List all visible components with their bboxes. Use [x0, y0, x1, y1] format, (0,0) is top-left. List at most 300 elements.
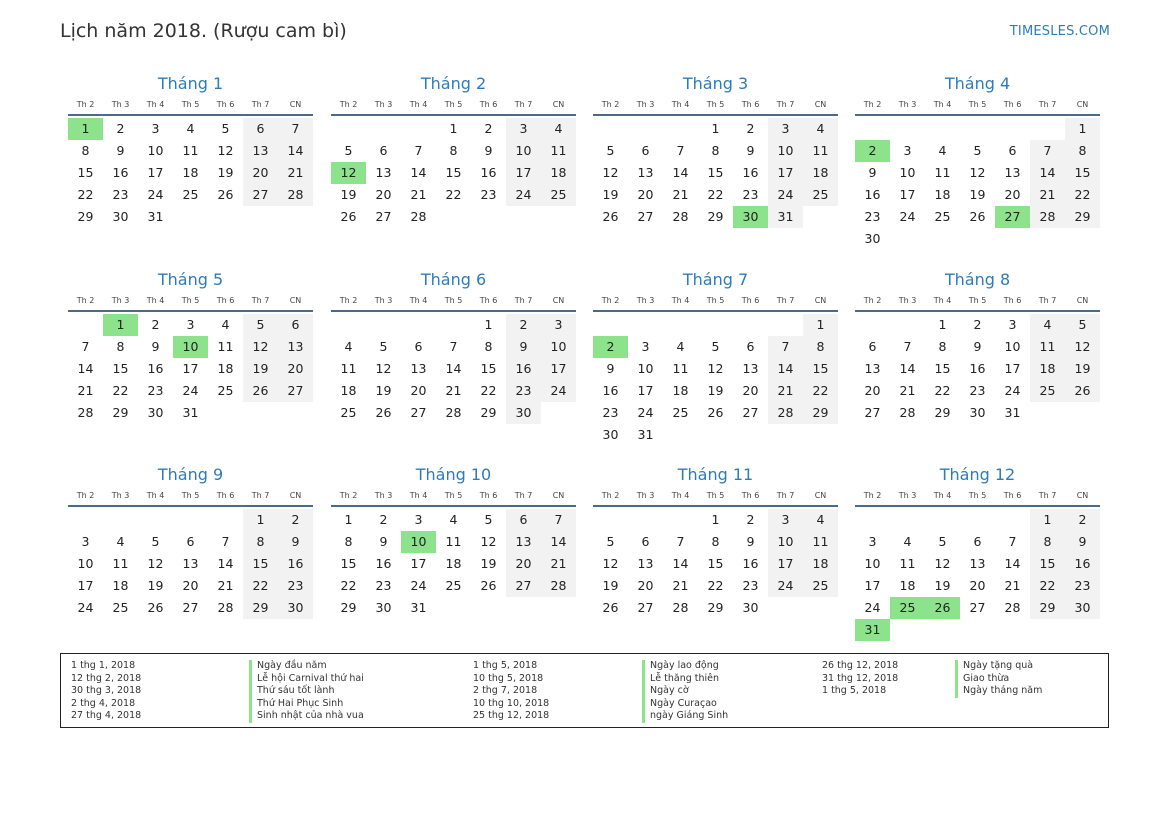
day-cell[interactable]: 7	[1030, 140, 1065, 162]
day-cell[interactable]: 5	[221, 121, 230, 136]
day-cell[interactable]: 20	[969, 578, 986, 593]
day-cell[interactable]: 31	[1004, 405, 1021, 420]
day-cell[interactable]: 24	[899, 209, 916, 224]
day-cell[interactable]: 26	[969, 209, 986, 224]
day-cell[interactable]: 23	[147, 383, 164, 398]
day-cell[interactable]: 18	[541, 162, 576, 184]
day-cell[interactable]: 27	[243, 184, 278, 206]
day-cell[interactable]: 19	[707, 383, 724, 398]
day-cell[interactable]: 6	[414, 339, 423, 354]
day-cell[interactable]: 21	[541, 553, 576, 575]
day-cell[interactable]: 13	[742, 361, 759, 376]
day-cell[interactable]: 28	[445, 405, 462, 420]
day-cell[interactable]: 29	[243, 597, 278, 619]
day-cell[interactable]: 24	[506, 184, 541, 206]
day-cell[interactable]: 18	[340, 383, 357, 398]
day-cell[interactable]: 24	[182, 383, 199, 398]
day-cell[interactable]: 12	[375, 361, 392, 376]
day-cell[interactable]: 12	[331, 162, 366, 184]
day-cell[interactable]: 17	[541, 358, 576, 380]
day-cell[interactable]: 23	[480, 187, 497, 202]
day-cell[interactable]: 27	[410, 405, 427, 420]
day-cell[interactable]: 17	[768, 553, 803, 575]
day-cell[interactable]: 19	[480, 556, 497, 571]
day-cell[interactable]: 16	[742, 165, 759, 180]
day-cell[interactable]: 26	[602, 600, 619, 615]
day-cell[interactable]: 18	[112, 578, 129, 593]
day-cell[interactable]: 10	[1004, 339, 1021, 354]
day-cell[interactable]: 22	[480, 383, 497, 398]
day-cell[interactable]: 12	[934, 556, 951, 571]
day-cell[interactable]: 28	[541, 575, 576, 597]
day-cell[interactable]: 22	[243, 575, 278, 597]
day-cell[interactable]: 14	[672, 556, 689, 571]
day-cell[interactable]: 16	[742, 556, 759, 571]
day-cell[interactable]: 2	[151, 317, 160, 332]
day-cell[interactable]: 25	[934, 209, 951, 224]
day-cell[interactable]: 18	[182, 165, 199, 180]
day-cell[interactable]: 10	[541, 336, 576, 358]
day-cell[interactable]: 22	[803, 380, 838, 402]
day-cell[interactable]: 29	[340, 600, 357, 615]
day-cell[interactable]: 6	[278, 314, 313, 336]
day-cell[interactable]: 22	[934, 383, 951, 398]
day-cell[interactable]: 10	[768, 140, 803, 162]
day-cell[interactable]: 21	[217, 578, 234, 593]
day-cell[interactable]: 28	[217, 600, 234, 615]
day-cell[interactable]: 18	[217, 361, 234, 376]
day-cell[interactable]: 19	[602, 578, 619, 593]
day-cell[interactable]: 24	[147, 187, 164, 202]
day-cell[interactable]: 30	[1065, 597, 1100, 619]
day-cell[interactable]: 14	[672, 165, 689, 180]
day-cell[interactable]: 2	[1065, 509, 1100, 531]
day-cell[interactable]: 3	[186, 317, 195, 332]
day-cell[interactable]: 28	[1030, 206, 1065, 228]
day-cell[interactable]: 12	[1065, 336, 1100, 358]
day-cell[interactable]: 3	[81, 534, 90, 549]
day-cell[interactable]: 5	[379, 339, 388, 354]
day-cell[interactable]: 1	[344, 512, 353, 527]
day-cell[interactable]: 28	[899, 405, 916, 420]
day-cell[interactable]: 28	[1004, 600, 1021, 615]
day-cell[interactable]: 30	[602, 427, 619, 442]
day-cell[interactable]: 17	[637, 383, 654, 398]
day-cell[interactable]: 16	[969, 361, 986, 376]
day-cell[interactable]: 20	[742, 383, 759, 398]
day-cell[interactable]: 26	[243, 380, 278, 402]
day-cell[interactable]: 25	[803, 184, 838, 206]
day-cell[interactable]: 8	[116, 339, 125, 354]
day-cell[interactable]: 21	[672, 578, 689, 593]
day-cell[interactable]: 21	[899, 383, 916, 398]
day-cell[interactable]: 6	[379, 143, 388, 158]
day-cell[interactable]: 26	[375, 405, 392, 420]
day-cell[interactable]: 8	[938, 339, 947, 354]
day-cell[interactable]: 30	[733, 206, 768, 228]
day-cell[interactable]: 7	[1008, 534, 1017, 549]
day-cell[interactable]: 22	[112, 383, 129, 398]
day-cell[interactable]: 23	[742, 187, 759, 202]
day-cell[interactable]: 12	[243, 336, 278, 358]
day-cell[interactable]: 5	[973, 143, 982, 158]
day-cell[interactable]: 2	[506, 314, 541, 336]
day-cell[interactable]: 8	[711, 534, 720, 549]
day-cell[interactable]: 14	[278, 140, 313, 162]
day-cell[interactable]: 7	[768, 336, 803, 358]
day-cell[interactable]: 7	[278, 118, 313, 140]
day-cell[interactable]: 23	[506, 380, 541, 402]
day-cell[interactable]: 23	[375, 578, 392, 593]
day-cell[interactable]: 30	[375, 600, 392, 615]
day-cell[interactable]: 25	[340, 405, 357, 420]
day-cell[interactable]: 2	[593, 336, 628, 358]
day-cell[interactable]: 1	[484, 317, 493, 332]
day-cell[interactable]: 24	[1004, 383, 1021, 398]
day-cell[interactable]: 15	[243, 553, 278, 575]
day-cell[interactable]: 11	[1030, 336, 1065, 358]
day-cell[interactable]: 14	[217, 556, 234, 571]
day-cell[interactable]: 16	[506, 358, 541, 380]
day-cell[interactable]: 9	[379, 534, 388, 549]
day-cell[interactable]: 18	[445, 556, 462, 571]
day-cell[interactable]: 26	[602, 209, 619, 224]
day-cell[interactable]: 31	[855, 619, 890, 641]
day-cell[interactable]: 27	[506, 575, 541, 597]
day-cell[interactable]: 21	[278, 162, 313, 184]
day-cell[interactable]: 7	[541, 509, 576, 531]
day-cell[interactable]: 11	[182, 143, 199, 158]
day-cell[interactable]: 3	[1008, 317, 1017, 332]
day-cell[interactable]: 12	[707, 361, 724, 376]
day-cell[interactable]: 4	[1030, 314, 1065, 336]
day-cell[interactable]: 5	[484, 512, 493, 527]
day-cell[interactable]: 20	[182, 578, 199, 593]
day-cell[interactable]: 3	[641, 339, 650, 354]
day-cell[interactable]: 21	[410, 187, 427, 202]
day-cell[interactable]: 20	[375, 187, 392, 202]
day-cell[interactable]: 27	[864, 405, 881, 420]
day-cell[interactable]: 6	[641, 534, 650, 549]
day-cell[interactable]: 15	[1030, 553, 1065, 575]
site-link[interactable]: TIMESLES.COM	[1009, 24, 1110, 39]
day-cell[interactable]: 19	[217, 165, 234, 180]
day-cell[interactable]: 9	[606, 361, 615, 376]
day-cell[interactable]: 30	[506, 402, 541, 424]
day-cell[interactable]: 22	[340, 578, 357, 593]
day-cell[interactable]: 3	[506, 118, 541, 140]
day-cell[interactable]: 24	[77, 600, 94, 615]
day-cell[interactable]: 27	[375, 209, 392, 224]
day-cell[interactable]: 15	[480, 361, 497, 376]
day-cell[interactable]: 9	[1065, 531, 1100, 553]
day-cell[interactable]: 26	[217, 187, 234, 202]
day-cell[interactable]: 29	[1030, 597, 1065, 619]
day-cell[interactable]: 24	[410, 578, 427, 593]
day-cell[interactable]: 14	[445, 361, 462, 376]
day-cell[interactable]: 25	[112, 600, 129, 615]
day-cell[interactable]: 24	[768, 575, 803, 597]
day-cell[interactable]: 11	[803, 531, 838, 553]
day-cell[interactable]: 8	[803, 336, 838, 358]
day-cell[interactable]: 8	[1065, 140, 1100, 162]
day-cell[interactable]: 15	[445, 165, 462, 180]
day-cell[interactable]: 21	[1004, 578, 1021, 593]
day-cell[interactable]: 17	[864, 578, 881, 593]
day-cell[interactable]: 24	[768, 184, 803, 206]
day-cell[interactable]: 3	[414, 512, 423, 527]
day-cell[interactable]: 4	[541, 118, 576, 140]
day-cell[interactable]: 6	[746, 339, 755, 354]
day-cell[interactable]: 19	[1065, 358, 1100, 380]
day-cell[interactable]: 7	[676, 143, 685, 158]
day-cell[interactable]: 3	[541, 314, 576, 336]
day-cell[interactable]: 25	[445, 578, 462, 593]
day-cell[interactable]: 11	[112, 556, 129, 571]
day-cell[interactable]: 14	[1004, 556, 1021, 571]
day-cell[interactable]: 4	[803, 118, 838, 140]
day-cell[interactable]: 16	[147, 361, 164, 376]
day-cell[interactable]: 27	[182, 600, 199, 615]
day-cell[interactable]: 6	[973, 534, 982, 549]
day-cell[interactable]: 16	[112, 165, 129, 180]
day-cell[interactable]: 5	[243, 314, 278, 336]
day-cell[interactable]: 6	[641, 143, 650, 158]
day-cell[interactable]: 10	[147, 143, 164, 158]
day-cell[interactable]: 26	[340, 209, 357, 224]
day-cell[interactable]: 8	[449, 143, 458, 158]
day-cell[interactable]: 9	[746, 143, 755, 158]
day-cell[interactable]: 7	[903, 339, 912, 354]
day-cell[interactable]: 20	[410, 383, 427, 398]
day-cell[interactable]: 4	[803, 509, 838, 531]
day-cell[interactable]: 5	[938, 534, 947, 549]
day-cell[interactable]: 4	[449, 512, 458, 527]
day-cell[interactable]: 5	[151, 534, 160, 549]
day-cell[interactable]: 13	[243, 140, 278, 162]
day-cell[interactable]: 23	[742, 578, 759, 593]
day-cell[interactable]: 27	[637, 209, 654, 224]
day-cell[interactable]: 28	[77, 405, 94, 420]
day-cell[interactable]: 14	[768, 358, 803, 380]
day-cell[interactable]: 11	[340, 361, 357, 376]
day-cell[interactable]: 21	[1030, 184, 1065, 206]
day-cell[interactable]: 30	[147, 405, 164, 420]
day-cell[interactable]: 25	[217, 383, 234, 398]
day-cell[interactable]: 18	[1030, 358, 1065, 380]
day-cell[interactable]: 15	[707, 556, 724, 571]
day-cell[interactable]: 5	[606, 534, 615, 549]
day-cell[interactable]: 31	[768, 206, 803, 228]
day-cell[interactable]: 11	[445, 534, 462, 549]
day-cell[interactable]: 21	[768, 380, 803, 402]
day-cell[interactable]: 10	[864, 556, 881, 571]
day-cell[interactable]: 14	[541, 531, 576, 553]
day-cell[interactable]: 26	[147, 600, 164, 615]
day-cell[interactable]: 9	[973, 339, 982, 354]
day-cell[interactable]: 12	[602, 165, 619, 180]
day-cell[interactable]: 1	[711, 121, 720, 136]
day-cell[interactable]: 9	[868, 165, 877, 180]
day-cell[interactable]: 16	[864, 187, 881, 202]
day-cell[interactable]: 29	[77, 209, 94, 224]
day-cell[interactable]: 9	[151, 339, 160, 354]
day-cell[interactable]: 18	[803, 553, 838, 575]
day-cell[interactable]: 17	[182, 361, 199, 376]
day-cell[interactable]: 13	[182, 556, 199, 571]
day-cell[interactable]: 12	[602, 556, 619, 571]
day-cell[interactable]: 13	[278, 336, 313, 358]
day-cell[interactable]: 21	[672, 187, 689, 202]
day-cell[interactable]: 22	[707, 187, 724, 202]
day-cell[interactable]: 4	[221, 317, 230, 332]
day-cell[interactable]: 7	[221, 534, 230, 549]
day-cell[interactable]: 1	[711, 512, 720, 527]
day-cell[interactable]: 6	[1008, 143, 1017, 158]
day-cell[interactable]: 11	[672, 361, 689, 376]
day-cell[interactable]: 29	[707, 209, 724, 224]
day-cell[interactable]: 8	[711, 143, 720, 158]
day-cell[interactable]: 28	[672, 600, 689, 615]
day-cell[interactable]: 9	[116, 143, 125, 158]
day-cell[interactable]: 17	[899, 187, 916, 202]
day-cell[interactable]: 8	[243, 531, 278, 553]
day-cell[interactable]: 30	[278, 597, 313, 619]
day-cell[interactable]: 7	[81, 339, 90, 354]
day-cell[interactable]: 22	[1030, 575, 1065, 597]
day-cell[interactable]: 13	[969, 556, 986, 571]
day-cell[interactable]: 23	[602, 405, 619, 420]
day-cell[interactable]: 5	[711, 339, 720, 354]
day-cell[interactable]: 9	[484, 143, 493, 158]
day-cell[interactable]: 2	[278, 509, 313, 531]
day-cell[interactable]: 4	[186, 121, 195, 136]
day-cell[interactable]: 15	[1065, 162, 1100, 184]
day-cell[interactable]: 17	[506, 162, 541, 184]
day-cell[interactable]: 6	[506, 509, 541, 531]
day-cell[interactable]: 30	[864, 231, 881, 246]
day-cell[interactable]: 13	[375, 165, 392, 180]
day-cell[interactable]: 2	[379, 512, 388, 527]
day-cell[interactable]: 30	[969, 405, 986, 420]
day-cell[interactable]: 18	[672, 383, 689, 398]
day-cell[interactable]: 20	[278, 358, 313, 380]
day-cell[interactable]: 11	[803, 140, 838, 162]
day-cell[interactable]: 26	[707, 405, 724, 420]
day-cell[interactable]: 21	[445, 383, 462, 398]
day-cell[interactable]: 14	[899, 361, 916, 376]
day-cell[interactable]: 27	[969, 600, 986, 615]
day-cell[interactable]: 29	[480, 405, 497, 420]
day-cell[interactable]: 31	[410, 600, 427, 615]
day-cell[interactable]: 11	[934, 165, 951, 180]
day-cell[interactable]: 13	[864, 361, 881, 376]
day-cell[interactable]: 19	[969, 187, 986, 202]
day-cell[interactable]: 13	[1004, 165, 1021, 180]
day-cell[interactable]: 15	[340, 556, 357, 571]
day-cell[interactable]: 26	[925, 597, 960, 619]
day-cell[interactable]: 4	[344, 339, 353, 354]
day-cell[interactable]: 25	[803, 575, 838, 597]
day-cell[interactable]: 5	[1065, 314, 1100, 336]
day-cell[interactable]: 20	[506, 553, 541, 575]
day-cell[interactable]: 22	[77, 187, 94, 202]
day-cell[interactable]: 25	[1030, 380, 1065, 402]
day-cell[interactable]: 11	[217, 339, 234, 354]
day-cell[interactable]: 23	[278, 575, 313, 597]
day-cell[interactable]: 28	[278, 184, 313, 206]
day-cell[interactable]: 10	[173, 336, 208, 358]
day-cell[interactable]: 17	[410, 556, 427, 571]
day-cell[interactable]: 3	[768, 509, 803, 531]
day-cell[interactable]: 23	[864, 209, 881, 224]
day-cell[interactable]: 10	[768, 531, 803, 553]
day-cell[interactable]: 17	[768, 162, 803, 184]
day-cell[interactable]: 27	[278, 380, 313, 402]
day-cell[interactable]: 17	[1004, 361, 1021, 376]
day-cell[interactable]: 28	[410, 209, 427, 224]
day-cell[interactable]: 15	[112, 361, 129, 376]
day-cell[interactable]: 17	[77, 578, 94, 593]
day-cell[interactable]: 3	[768, 118, 803, 140]
day-cell[interactable]: 19	[243, 358, 278, 380]
day-cell[interactable]: 26	[480, 578, 497, 593]
day-cell[interactable]: 10	[77, 556, 94, 571]
day-cell[interactable]: 20	[637, 578, 654, 593]
day-cell[interactable]: 27	[637, 600, 654, 615]
day-cell[interactable]: 12	[147, 556, 164, 571]
day-cell[interactable]: 1	[103, 314, 138, 336]
day-cell[interactable]: 10	[401, 531, 436, 553]
day-cell[interactable]: 30	[742, 600, 759, 615]
day-cell[interactable]: 4	[116, 534, 125, 549]
day-cell[interactable]: 2	[746, 512, 755, 527]
day-cell[interactable]: 9	[746, 534, 755, 549]
day-cell[interactable]: 21	[77, 383, 94, 398]
day-cell[interactable]: 16	[602, 383, 619, 398]
day-cell[interactable]: 26	[1065, 380, 1100, 402]
day-cell[interactable]: 29	[934, 405, 951, 420]
day-cell[interactable]: 9	[506, 336, 541, 358]
day-cell[interactable]: 1	[243, 509, 278, 531]
day-cell[interactable]: 19	[934, 578, 951, 593]
day-cell[interactable]: 8	[484, 339, 493, 354]
day-cell[interactable]: 12	[969, 165, 986, 180]
day-cell[interactable]: 2	[116, 121, 125, 136]
day-cell[interactable]: 29	[1065, 206, 1100, 228]
day-cell[interactable]: 20	[1004, 187, 1021, 202]
day-cell[interactable]: 18	[934, 187, 951, 202]
day-cell[interactable]: 10	[899, 165, 916, 180]
day-cell[interactable]: 19	[147, 578, 164, 593]
day-cell[interactable]: 13	[637, 165, 654, 180]
day-cell[interactable]: 20	[243, 162, 278, 184]
day-cell[interactable]: 15	[77, 165, 94, 180]
day-cell[interactable]: 19	[375, 383, 392, 398]
day-cell[interactable]: 28	[768, 402, 803, 424]
day-cell[interactable]: 4	[903, 534, 912, 549]
day-cell[interactable]: 22	[445, 187, 462, 202]
day-cell[interactable]: 23	[969, 383, 986, 398]
day-cell[interactable]: 20	[864, 383, 881, 398]
day-cell[interactable]: 25	[672, 405, 689, 420]
day-cell[interactable]: 4	[938, 143, 947, 158]
day-cell[interactable]: 1	[68, 118, 103, 140]
day-cell[interactable]: 12	[480, 534, 497, 549]
day-cell[interactable]: 25	[182, 187, 199, 202]
day-cell[interactable]: 16	[375, 556, 392, 571]
day-cell[interactable]: 19	[602, 187, 619, 202]
